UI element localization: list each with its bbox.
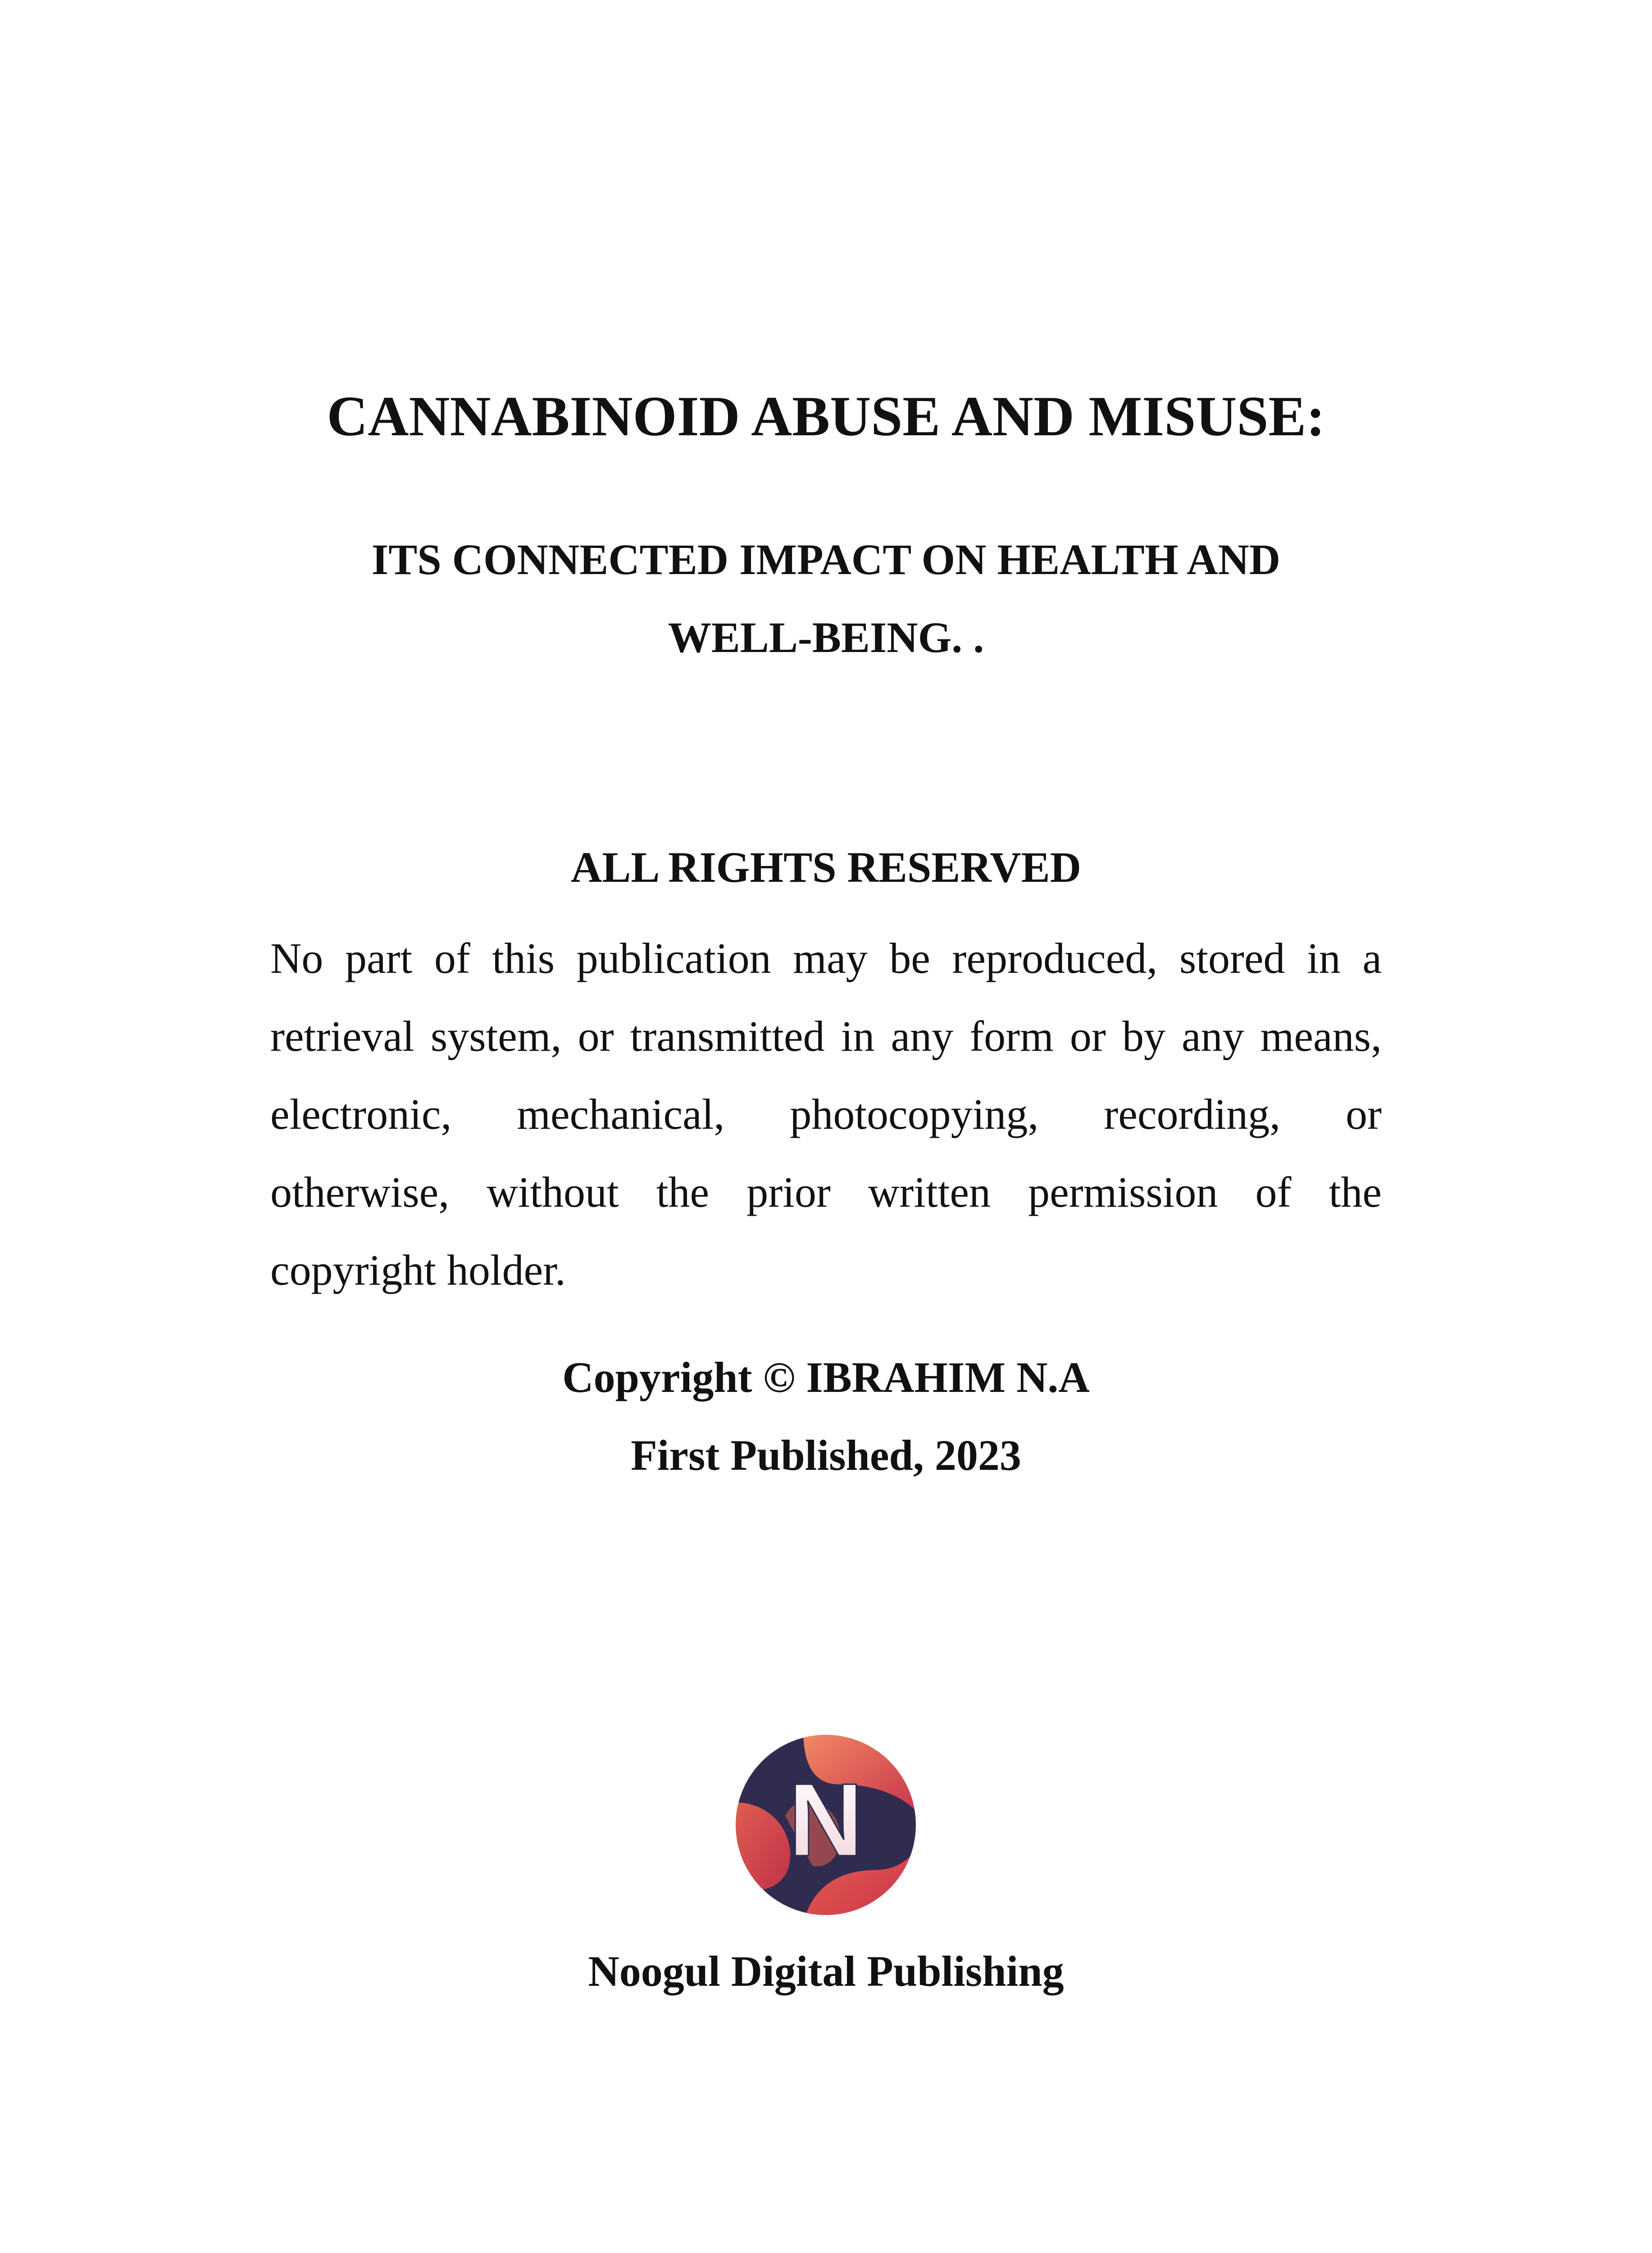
- rights-word: electronic,: [270, 1090, 452, 1138]
- rights-word: may: [793, 934, 868, 982]
- rights-word: the: [1329, 1168, 1382, 1216]
- svg-text:N: N: [788, 1762, 864, 1878]
- rights-word: recording,: [1104, 1090, 1281, 1138]
- rights-word: prior: [746, 1168, 831, 1216]
- rights-word: retrieval: [270, 1012, 414, 1060]
- rights-word: in: [841, 1012, 875, 1060]
- rights-statement: [270, 919, 1382, 1309]
- rights-word: reproduced,: [952, 934, 1158, 982]
- rights-heading: ALL RIGHTS RESERVED: [571, 843, 1081, 891]
- rights-word: part: [345, 934, 413, 982]
- rights-word: No: [270, 934, 323, 982]
- rights-word: photocopying,: [790, 1090, 1039, 1138]
- rights-word: or: [578, 1012, 614, 1060]
- rights-word: the: [656, 1168, 710, 1216]
- rights-word: form: [969, 1012, 1054, 1060]
- noogul-logo-icon: [736, 1735, 916, 1915]
- rights-word: any: [1182, 1012, 1244, 1060]
- rights-word: a: [1362, 934, 1382, 982]
- rights-word: or: [1069, 1012, 1106, 1060]
- rights-word: system,: [430, 1012, 562, 1060]
- rights-word: stored: [1179, 934, 1285, 982]
- rights-line: [270, 919, 1382, 997]
- rights-word: mechanical,: [517, 1090, 725, 1138]
- rights-word: transmitted: [630, 1012, 825, 1060]
- rights-word: of: [1255, 1168, 1292, 1216]
- book-subtitle: [270, 520, 1382, 676]
- subtitle-line-1: ITS CONNECTED IMPACT ON HEALTH AND: [371, 535, 1281, 584]
- subtitle-line-2: WELL-BEING. .: [668, 613, 984, 661]
- rights-word: otherwise,: [270, 1168, 450, 1216]
- copyright-notice: Copyright © IBRAHIM N.A: [562, 1353, 1090, 1401]
- first-published: First Published, 2023: [631, 1431, 1021, 1479]
- rights-word: or: [1346, 1090, 1382, 1138]
- rights-line: [270, 1153, 1382, 1231]
- rights-word: this: [492, 934, 555, 982]
- book-title: CANNABINOID ABUSE AND MISUSE:: [327, 385, 1325, 448]
- rights-word: means,: [1260, 1012, 1382, 1060]
- rights-word: be: [889, 934, 930, 982]
- rights-word: permission: [1028, 1168, 1218, 1216]
- rights-word: in: [1307, 934, 1341, 982]
- rights-word: any: [891, 1012, 954, 1060]
- publisher-name: Noogul Digital Publishing: [588, 1947, 1064, 1995]
- rights-word: of: [434, 934, 470, 982]
- rights-word: without: [487, 1168, 619, 1216]
- rights-word: by: [1122, 1012, 1165, 1060]
- rights-line-last: copyright holder.: [270, 1246, 566, 1294]
- rights-word: written: [868, 1168, 991, 1216]
- rights-line: [270, 1075, 1382, 1153]
- rights-word: publication: [576, 934, 771, 982]
- rights-line: [270, 997, 1382, 1075]
